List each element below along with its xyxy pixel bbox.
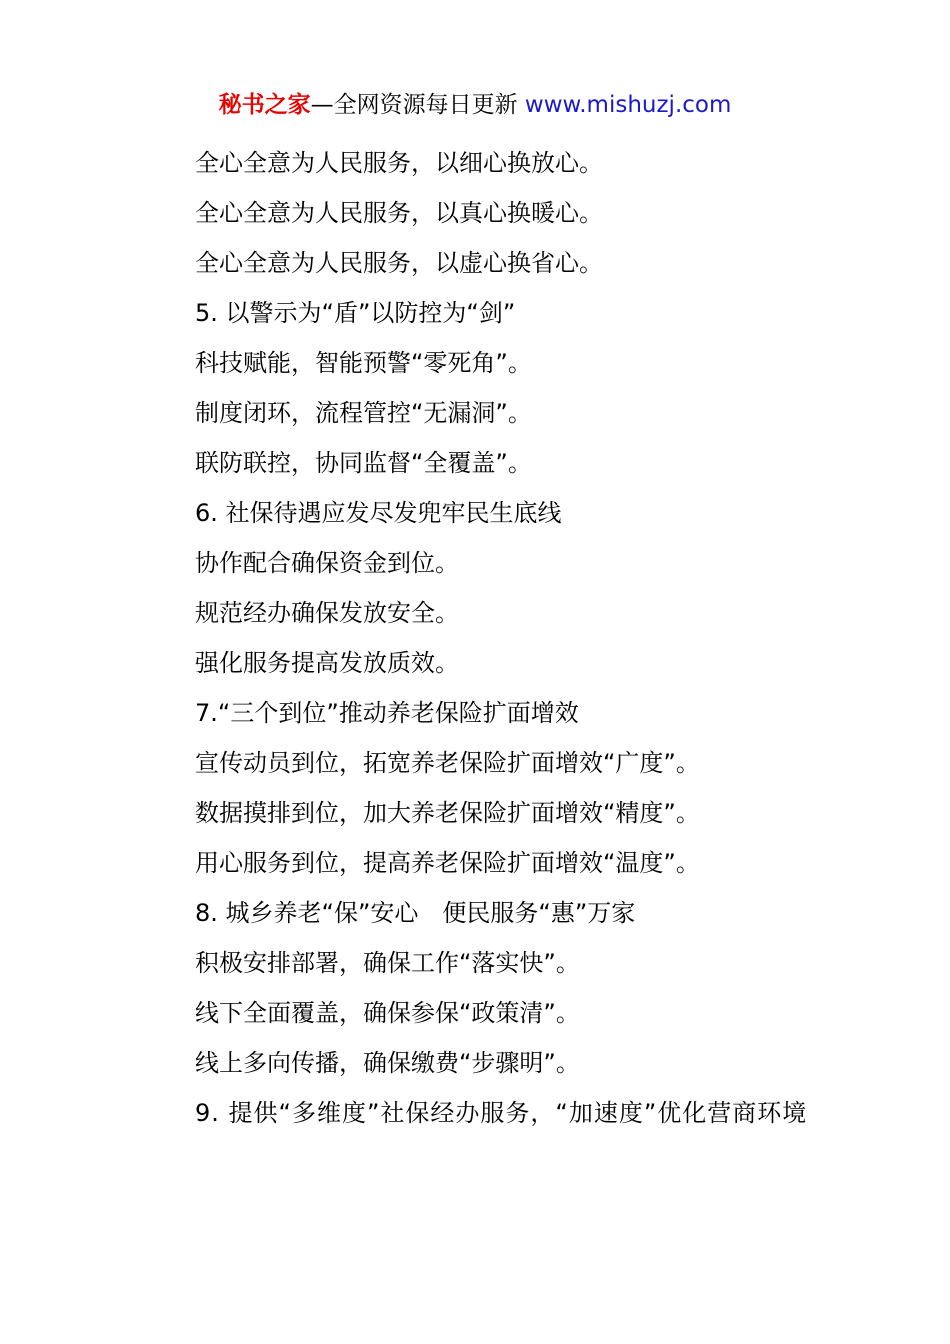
site-header <box>0 88 950 122</box>
text-line: 规范经办确保发放安全。 <box>195 599 459 627</box>
text-line: 全心全意为人民服务，以细心换放心。 <box>195 149 603 177</box>
site-url-link[interactable]: www.mishuzj.com <box>524 92 732 118</box>
site-slogan: —全网资源每日更新 <box>310 92 525 118</box>
text-line: 积极安排部署，确保工作“落实快”。 <box>195 949 580 977</box>
text-line: 用心服务到位，提高养老保险扩面增效“温度”。 <box>195 849 700 877</box>
text-line: 全心全意为人民服务，以真心换暖心。 <box>195 199 603 227</box>
text-line: 线上多向传播，确保缴费“步骤明”。 <box>195 1049 580 1077</box>
text-line: 宣传动员到位，拓宽养老保险扩面增效“广度”。 <box>195 749 700 777</box>
text-line: 联防联控，协同监督“全覆盖”。 <box>195 449 532 477</box>
text-line: 线下全面覆盖，确保参保“政策清”。 <box>195 999 580 1027</box>
text-line: 全心全意为人民服务，以虚心换省心。 <box>195 249 603 277</box>
text-line: 协作配合确保资金到位。 <box>195 549 459 577</box>
section-heading-7: 7.“三个到位”推动养老保险扩面增效 <box>195 699 579 727</box>
section-heading-5: 5. 以警示为“盾”以防控为“剑” <box>195 299 516 327</box>
section-heading-8: 8. 城乡养老“保”安心 便民服务“惠”万家 <box>195 899 636 927</box>
text-line: 强化服务提高发放质效。 <box>195 649 459 677</box>
site-brand: 秘书之家 <box>218 92 311 118</box>
section-heading-9: 9. 提供“多维度”社保经办服务，“加速度”优化营商环境 <box>195 1099 808 1127</box>
text-line: 制度闭环，流程管控“无漏洞”。 <box>195 399 532 427</box>
text-line: 科技赋能，智能预警“零死角”。 <box>195 349 532 377</box>
section-heading-6: 6. 社保待遇应发尽发兜牢民生底线 <box>195 499 562 527</box>
text-line: 数据摸排到位，加大养老保险扩面增效“精度”。 <box>195 799 700 827</box>
